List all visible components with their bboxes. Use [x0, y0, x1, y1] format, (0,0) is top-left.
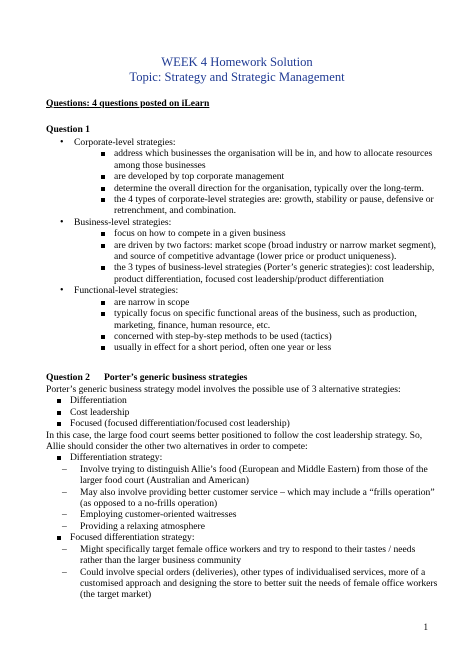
list-item — [46, 137, 438, 217]
list-item: Focused (focused differentiation/focused cost leadership) — [46, 418, 438, 429]
alternatives-list — [46, 452, 438, 600]
page-title: WEEK 4 Homework Solution — [161, 55, 313, 69]
list-item: are driven by two factors: market scope (broad industry or narrow market segment), and source of competitive advantage (lower price or product uniqueness). — [86, 240, 438, 263]
strategy-list — [46, 395, 438, 429]
question-2-body — [46, 384, 438, 601]
question-1-body — [46, 137, 438, 354]
question-2-title: Porter’s generic business strategies — [103, 372, 248, 383]
list-item — [46, 532, 438, 600]
list-item: determine the overall direction for the organisation, typically over the long-term. — [86, 183, 438, 194]
question-2-heading — [46, 372, 247, 383]
list-item: – Could involve special orders (deliveries), other types of individualised services, more of a customised approach and designing the store to better suit the needs of female office workers (the target market) — [46, 567, 438, 601]
list-item: typically focus on specific functional areas of the business, such as production, marketing, finance, human resource, etc. — [86, 308, 438, 331]
alternative-points — [46, 544, 438, 601]
list-item: the 3 types of business-level strategies (Porter’s generic strategies): cost leadership, product differentiation, focused cost leadership/product differentiation — [86, 262, 438, 285]
page-subtitle: Topic: Strategy and Strategic Management — [129, 70, 345, 84]
q1-item-label: Corporate-level strategies: — [74, 137, 176, 148]
alternative-points — [46, 464, 438, 532]
list-item: Differentiation — [46, 395, 438, 406]
list-item — [46, 217, 438, 285]
list-item — [46, 285, 438, 353]
list-item — [46, 452, 438, 532]
list-item: are narrow in scope — [86, 297, 438, 308]
q1-sublist — [86, 297, 438, 354]
list-item: – Providing a relaxing atmosphere — [46, 521, 438, 532]
q1-sublist — [86, 148, 438, 216]
list-item: focus on how to compete in a given business — [86, 228, 438, 239]
q1-item-label: Functional-level strategies: — [74, 285, 179, 297]
list-item: address which businesses the organisation will be in, and how to allocate resources among those businesses — [86, 148, 438, 171]
list-item: – May also involve providing better customer service – which may include a “frills operation” (as opposed to a no-frills operation) — [46, 487, 438, 510]
alternative-label: Focused differentiation strategy: — [70, 532, 195, 544]
list-item: the 4 types of corporate-level strategies are: growth, stability or pause, defensive or retrenchment, and combination. — [86, 194, 438, 217]
q1-item-label: Business-level strategies: — [74, 216, 172, 228]
q1-sublist — [86, 228, 438, 285]
question-1-heading: Question 1 — [46, 124, 90, 135]
list-item: Cost leadership — [46, 407, 438, 418]
list-item: are developed by top corporate management — [86, 171, 438, 182]
list-item: – Might specifically target female office workers and try to respond to their tastes / needs rather than the larger business community — [46, 544, 438, 567]
q1-list — [46, 137, 438, 354]
q2-intro: Porter’s generic business strategy model involves the possible use of 3 alternative strategies: — [46, 384, 401, 395]
list-item: concerned with step-by-step methods to be used (tactics) — [86, 331, 438, 342]
question-2-number: Question 2 — [46, 372, 90, 383]
alternative-label: Differentiation strategy: — [70, 452, 163, 464]
list-item: – Involve trying to distinguish Allie’s food (European and Middle Eastern) from those of the larger food court (Australian and American) — [46, 464, 438, 487]
page-number: 1 — [423, 622, 428, 632]
list-item: – Employing customer-oriented waitresses — [46, 509, 438, 520]
q2-paragraph: In this case, the large food court seems better positioned to follow the cost leadership strategy. So, Allie should consider the other two alternatives in order to compete: — [46, 429, 423, 453]
questions-intro: Questions: 4 questions posted on iLearn — [46, 98, 210, 109]
list-item: usually in effect for a short period, often one year or less — [86, 342, 438, 353]
